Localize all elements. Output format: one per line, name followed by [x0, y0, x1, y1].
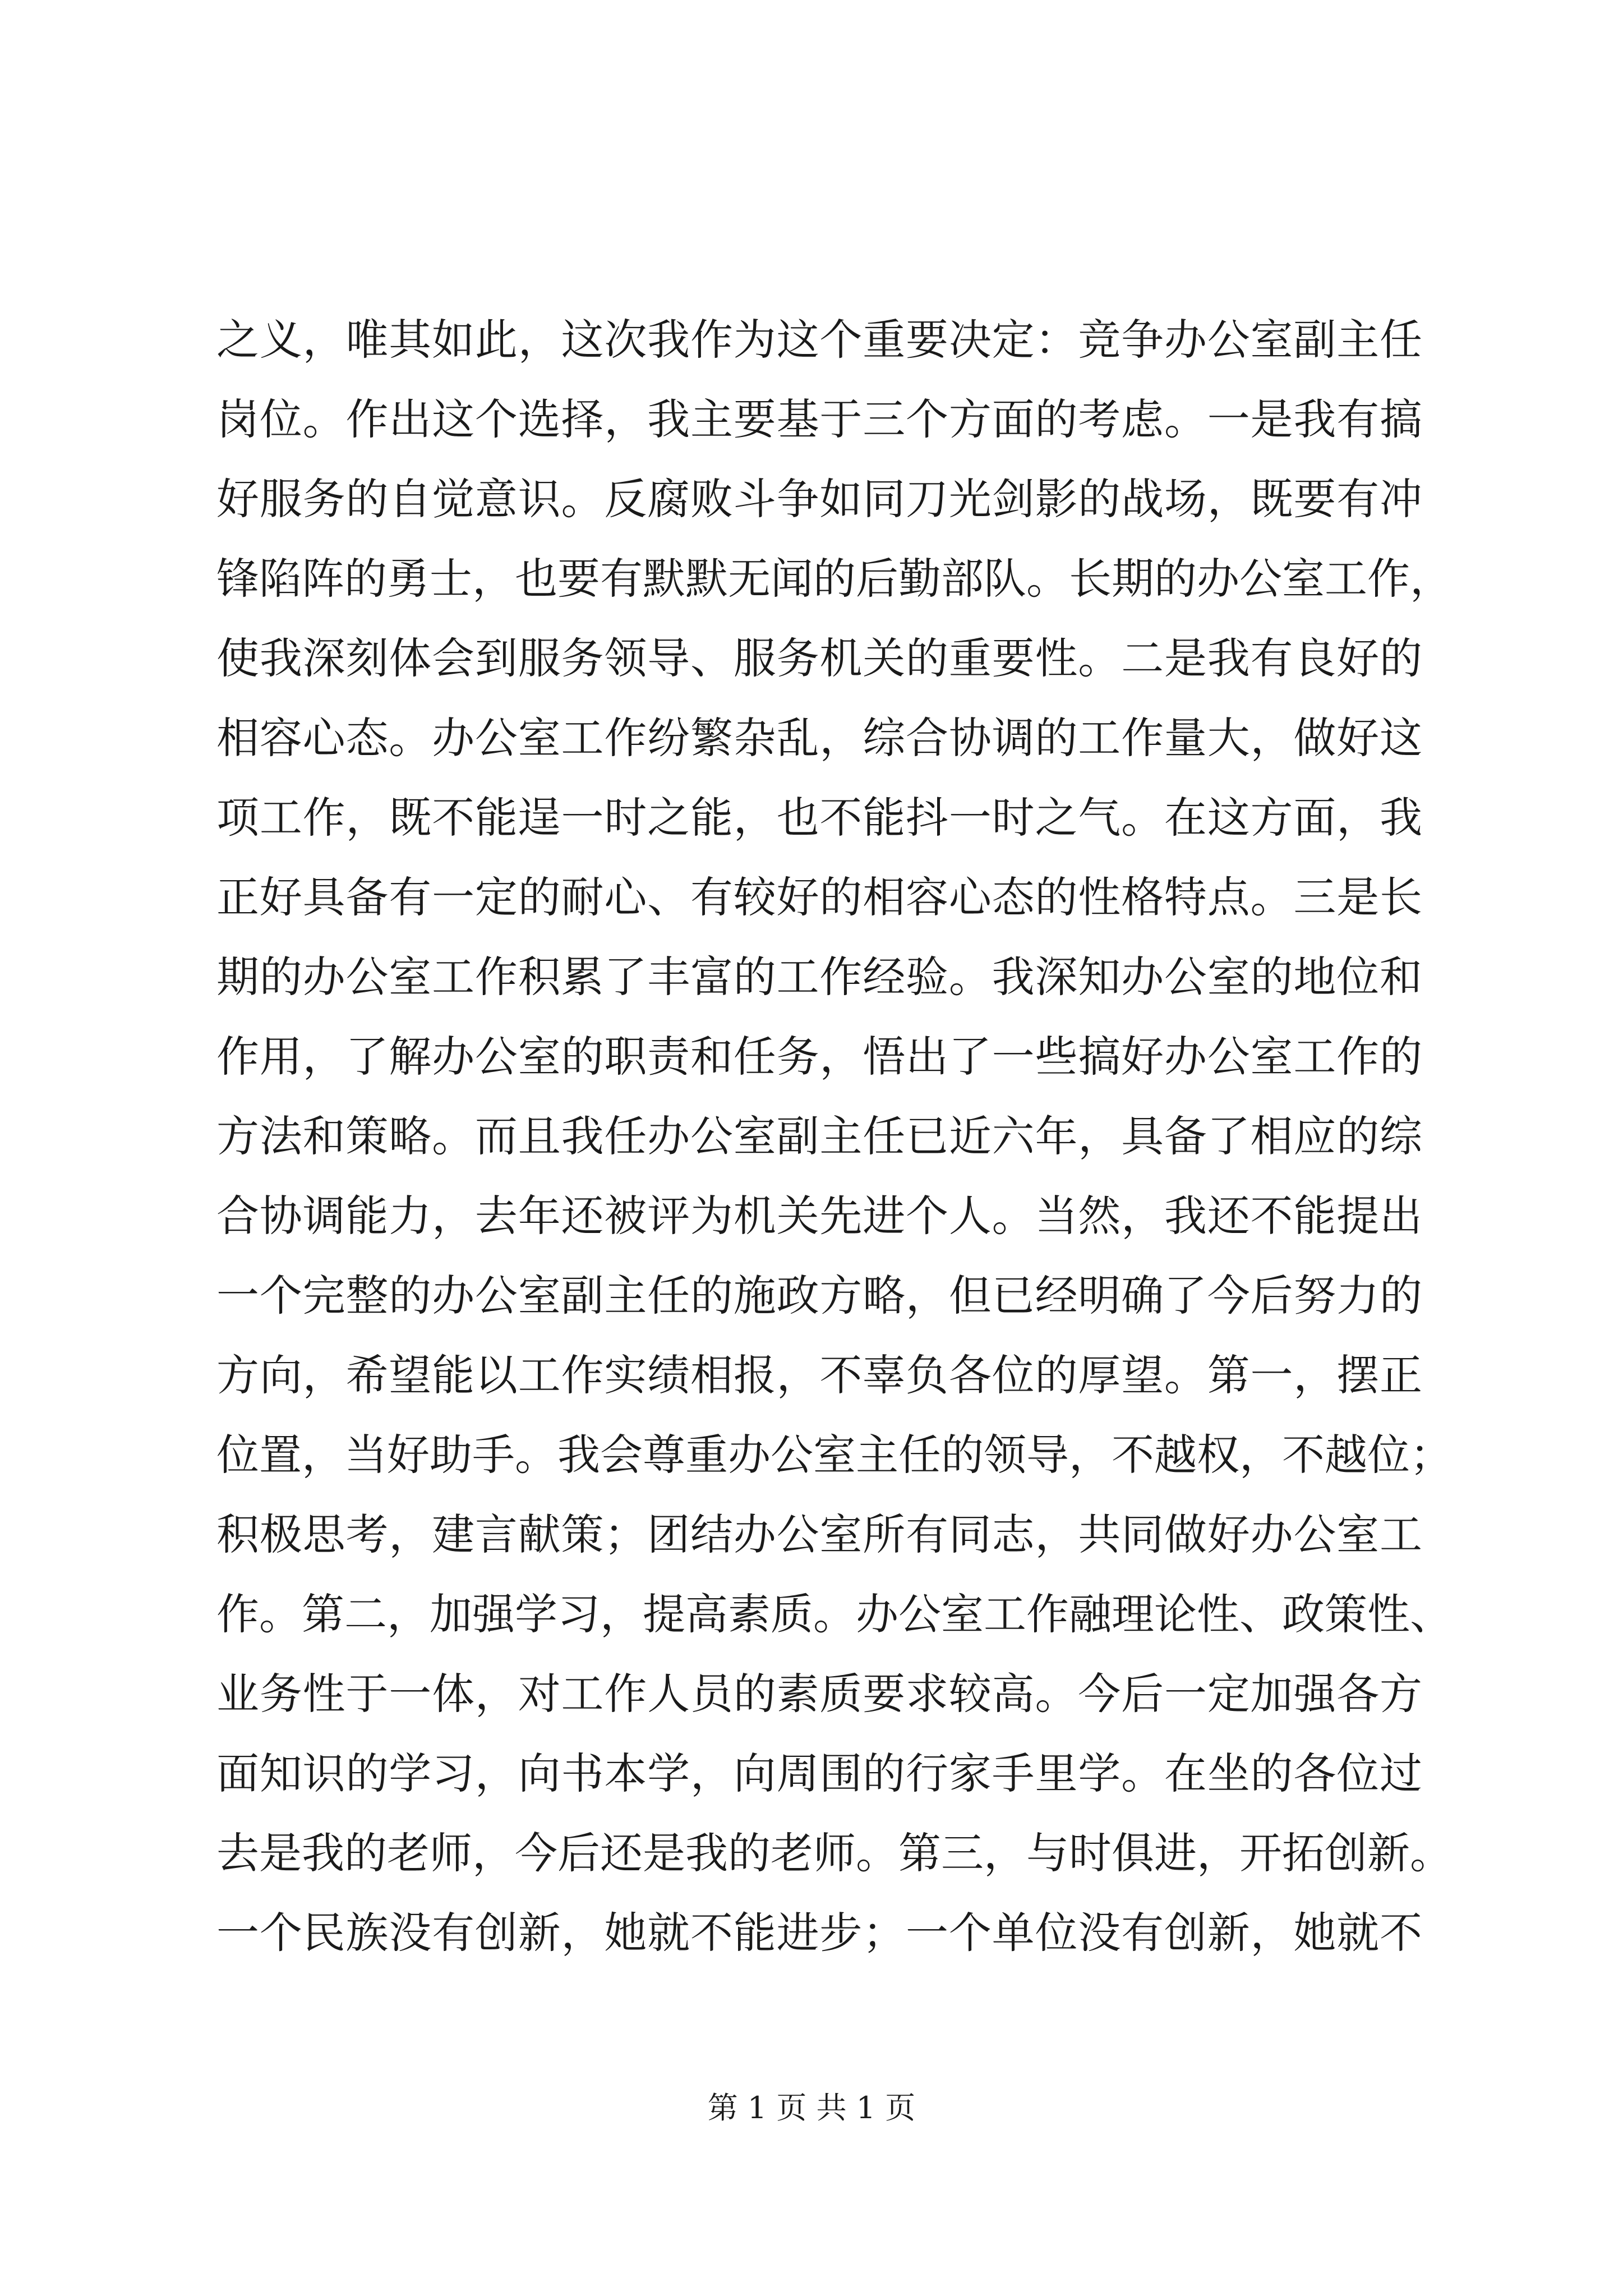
text-line: 正好具备有一定的耐心、有较好的相容心态的性格特点。三是长: [216, 872, 1422, 922]
page-footer: [0, 2086, 1623, 2131]
text-line: 岗位。作出这个选择，我主要基于三个方面的考虑。一是我有搞: [216, 394, 1422, 444]
text-line: 去是我的老师，今后还是我的老师。第三，与时俱进，开拓创新。: [216, 1828, 1453, 1878]
text-line: 合协调能力，去年还被评为机关先进个人。当然，我还不能提出: [216, 1191, 1422, 1241]
text-line: 积极思考，建言献策；团结办公室所有同志，共同做好办公室工: [216, 1510, 1422, 1559]
text-line: 相容心态。办公室工作纷繁杂乱，综合协调的工作量大，做好这: [216, 713, 1422, 763]
text-line: 作。第二，加强学习，提高素质。办公室工作融理论性、政策性、: [216, 1589, 1453, 1639]
text-line: 锋陷阵的勇士，也要有默默无闻的后勤部队。长期的办公室工作，: [216, 554, 1453, 604]
text-line: 方向，希望能以工作实绩相报，不辜负各位的厚望。第一，摆正: [216, 1350, 1422, 1400]
text-line: 方法和策略。而且我任办公室副主任已近六年，具备了相应的综: [216, 1111, 1422, 1161]
text-line: 业务性于一体，对工作人员的素质要求较高。今后一定加强各方: [216, 1669, 1422, 1719]
text-line: 项工作，既不能逞一时之能，也不能抖一时之气。在这方面，我: [216, 793, 1422, 843]
text-line: 面知识的学习，向书本学，向周围的行家手里学。在坐的各位过: [216, 1749, 1422, 1798]
text-line: 一个民族没有创新，她就不能进步；一个单位没有创新，她就不: [216, 1908, 1422, 1958]
body-text: [216, 300, 1453, 1973]
text-line: 位置，当好助手。我会尊重办公室主任的领导，不越权，不越位；: [216, 1430, 1453, 1480]
text-line: 期的办公室工作积累了丰富的工作经验。我深知办公室的地位和: [216, 952, 1422, 1002]
text-line: 作用，了解办公室的职责和任务，悟出了一些搞好办公室工作的: [216, 1032, 1422, 1082]
text-line: 好服务的自觉意识。反腐败斗争如同刀光剑影的战场，既要有冲: [216, 474, 1422, 524]
page-number-label: 第 1 页 共 1 页: [707, 2090, 916, 2125]
text-line: 使我深刻体会到服务领导、服务机关的重要性。二是我有良好的: [216, 633, 1422, 683]
text-line: 之义，唯其如此，这次我作为这个重要决定：竞争办公室副主任: [216, 315, 1422, 365]
text-line: 一个完整的办公室副主任的施政方略，但已经明确了今后努力的: [216, 1271, 1422, 1320]
